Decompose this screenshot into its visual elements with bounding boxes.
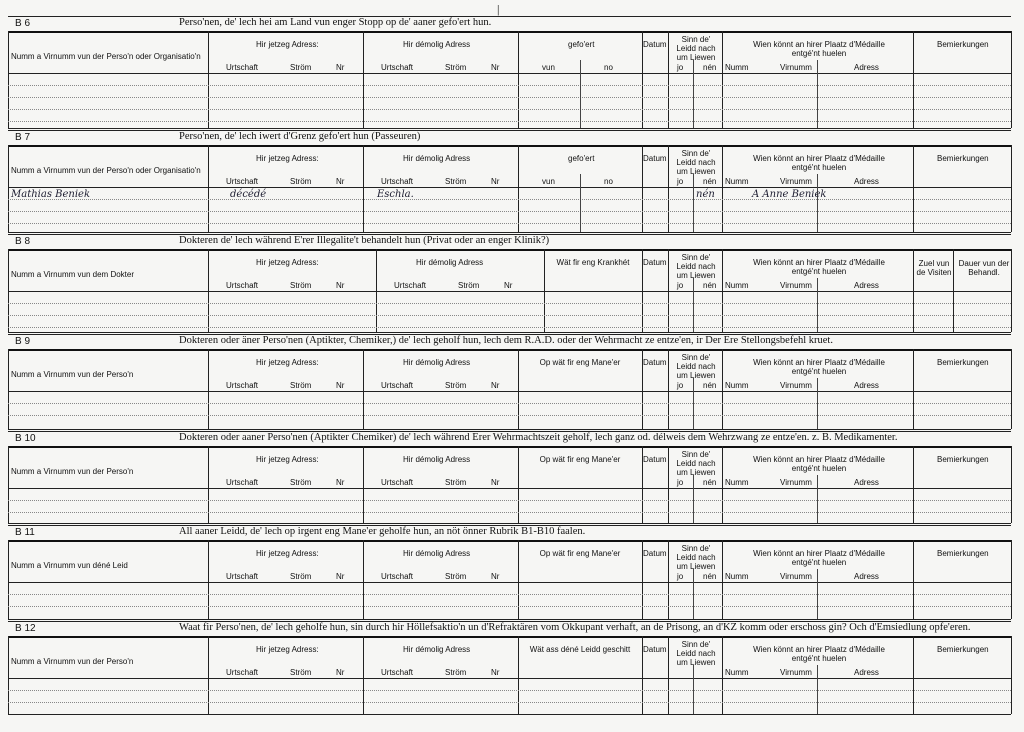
uortschaft-label: Urtschaft — [381, 177, 414, 186]
stross-label: Ström — [290, 63, 312, 72]
section-code: B 10 — [15, 433, 36, 444]
column-divider — [668, 349, 669, 429]
medal-address-label: Adress — [854, 478, 879, 487]
section-code: B 7 — [15, 132, 31, 143]
medal-name-label: Numm — [725, 572, 749, 581]
alive-header: Sinn de' Leidd nach um Liewen — [676, 149, 716, 176]
section-b10 — [8, 431, 1011, 525]
section-b8 — [8, 234, 1011, 334]
subcol-divider — [580, 174, 581, 232]
column-divider — [1011, 249, 1012, 332]
nr-label: Nr — [491, 63, 500, 72]
column-divider — [208, 145, 209, 232]
no-label: nén — [703, 177, 717, 186]
handwritten-medal-name: A Anne Beniek — [752, 189, 827, 200]
column-divider — [208, 540, 209, 619]
section-bottom — [8, 332, 1011, 333]
header-divider — [8, 488, 1011, 489]
remarks-header: Bemierkungen — [937, 358, 989, 367]
nr-label: Nr — [491, 478, 500, 487]
column-divider — [1011, 446, 1012, 523]
col4-header: Op wät fir eng Mane'er — [539, 549, 621, 558]
alive-header: Sinn de' Leidd nach um Liewen — [676, 450, 716, 477]
medal-header: Wien könnt an hirer Plaatz d'Médaille entgé'nt huelen — [753, 455, 885, 473]
header-divider — [8, 291, 1011, 292]
column-divider — [668, 145, 669, 232]
medal-header: Wien könnt an hirer Plaatz d'Médaille entgé'nt huelen — [753, 258, 885, 276]
section-title-bar — [8, 525, 1011, 542]
top-mark: | — [497, 2, 500, 16]
uortschaft-label: Urtschaft — [226, 668, 259, 677]
section-code: B 9 — [15, 336, 31, 347]
nr-label: Nr — [336, 572, 345, 581]
section-title-bar — [8, 621, 1011, 638]
medal-firstname-label: Virnumm — [780, 63, 812, 72]
section-title: Dokteren oder aaner Perso'nen (Aptikter Chemiker) de' lech während Erer Wehrmachtszeit geholf, lech ganz od. délweis dem Wehrzwang ze entze'en. z. B. Medikamenter. — [179, 432, 898, 443]
yes-label: jo — [677, 281, 684, 290]
col4-from-label: vun — [542, 177, 555, 186]
medal-header: Wien könnt an hirer Plaatz d'Médaille entgé'nt huelen — [753, 645, 885, 663]
column-divider — [363, 540, 364, 619]
column-divider — [722, 145, 723, 232]
row-line — [8, 606, 1011, 607]
remarks-header: Bemierkungen — [937, 455, 989, 464]
no-label: nén — [703, 381, 717, 390]
name-column-header: Numm a Virnumm vun der Perso'n — [11, 467, 134, 476]
section-bottom — [8, 714, 1011, 715]
row-line — [8, 85, 1011, 86]
col4-header: gefo'ert — [568, 154, 595, 163]
medal-address-label: Adress — [854, 668, 879, 677]
uortschaft-label: Urtschaft — [226, 478, 259, 487]
subcol-divider — [693, 378, 694, 429]
col4-header: Wät fir eng Krankhét — [556, 258, 630, 267]
section-title-bar — [8, 16, 1011, 33]
datum-header: Datum — [643, 455, 667, 464]
section-title: Perso'nen, de' lech iwert d'Grenz gefo'ert hun (Passeuren) — [179, 131, 421, 142]
yes-label: jo — [677, 381, 684, 390]
uortschaft-label: Urtschaft — [226, 381, 259, 390]
alive-header: Sinn de' Leidd nach um Liewen — [676, 35, 716, 62]
section-b12 — [8, 621, 1011, 716]
medal-name-label: Numm — [725, 668, 749, 677]
row-line — [8, 315, 1011, 316]
nr-label: Nr — [491, 381, 500, 390]
row-line — [8, 121, 1011, 122]
row-line — [8, 512, 1011, 513]
current-address-header: Hir jetzeg Adress: — [256, 549, 319, 558]
yes-label: jo — [677, 63, 684, 72]
stross-label: Ström — [445, 63, 467, 72]
column-divider — [8, 145, 9, 232]
stross-label: Ström — [445, 572, 467, 581]
section-code: B 6 — [15, 18, 31, 29]
column-divider — [518, 540, 519, 619]
column-divider — [913, 540, 914, 619]
row-line — [8, 415, 1011, 416]
name-column-header: Numm a Virnumm vun der Perso'n oder Organisatio'n — [11, 52, 201, 61]
medal-firstname-label: Virnumm — [780, 281, 812, 290]
section-b9 — [8, 334, 1011, 431]
stross-label: Ström — [290, 572, 312, 581]
uortschaft-label: Urtschaft — [381, 572, 414, 581]
nr-label: Nr — [336, 281, 345, 290]
datum-header: Datum — [643, 40, 667, 49]
datum-header: Datum — [643, 645, 667, 654]
handwritten-nen: nén — [696, 189, 715, 200]
name-column-header: Numm a Virnumm vun der Perso'n — [11, 657, 134, 666]
nr-label: Nr — [491, 177, 500, 186]
alive-header: Sinn de' Leidd nach um Liewen — [676, 640, 716, 667]
section-bottom — [8, 429, 1011, 430]
section-bottom — [8, 619, 1011, 620]
section-title: Waat fir Perso'nen, de' lech geholfe hun, sin durch hir Höllefsaktio'n un d'Refraktären vom Okkupant verhaft, an de Prisong, an d'KZ komm oder erschoss gin? Och d'Emsiedlung opfe'eren. — [179, 622, 971, 633]
name-column-header: Numm a Virnumm vun déné Leid — [11, 561, 128, 570]
subcol-divider — [817, 174, 818, 232]
uortschaft-label: Urtschaft — [381, 381, 414, 390]
remarks-header: Bemierkungen — [937, 154, 989, 163]
column-divider — [1011, 145, 1012, 232]
stross-label: Ström — [290, 177, 312, 186]
col4-to-label: no — [604, 63, 613, 72]
row-line — [8, 594, 1011, 595]
section-code: B 8 — [15, 236, 31, 247]
row-line — [8, 109, 1011, 110]
stross-label: Ström — [445, 381, 467, 390]
stross-label: Ström — [458, 281, 480, 290]
current-address-header: Hir jetzeg Adress: — [256, 358, 319, 367]
no-label: nén — [703, 281, 717, 290]
remarks-header: Bemierkungen — [937, 549, 989, 558]
uortschaft-label: Urtschaft — [381, 478, 414, 487]
medal-name-label: Numm — [725, 478, 749, 487]
col4-header: Op wät fir eng Mane'er — [539, 358, 621, 367]
column-divider — [1011, 540, 1012, 619]
current-address-header: Hir jetzeg Adress: — [256, 40, 319, 49]
column-divider — [518, 349, 519, 429]
column-divider — [518, 145, 519, 232]
section-title-bar — [8, 130, 1011, 147]
col4-header: gefo'ert — [568, 40, 595, 49]
section-title: All aaner Leidd, de' lech op irgent eng Mane'er geholfe hun, an nöt önner Rubrik B1-B10 faalen. — [179, 526, 586, 537]
remarks-header: Bemierkungen — [937, 40, 989, 49]
medal-firstname-label: Virnumm — [780, 177, 812, 186]
row-line — [8, 327, 1011, 328]
section-bottom — [8, 128, 1011, 129]
stross-label: Ström — [445, 478, 467, 487]
remarks-header: Bemierkungen — [937, 645, 989, 654]
subcol-divider — [693, 174, 694, 232]
subcol-divider — [817, 569, 818, 619]
row-line — [8, 702, 1011, 703]
nr-label: Nr — [491, 572, 500, 581]
no-label: nén — [703, 572, 717, 581]
subcol-divider — [693, 665, 694, 714]
duration-header: Dauer vun der Behandl. — [958, 259, 1010, 277]
subcol-divider — [817, 378, 818, 429]
uortschaft-label: Urtschaft — [394, 281, 427, 290]
section-bottom — [8, 523, 1011, 524]
subcol-divider — [817, 665, 818, 714]
yes-label: jo — [677, 177, 684, 186]
medal-firstname-label: Virnumm — [780, 572, 812, 581]
uortschaft-label: Urtschaft — [226, 63, 259, 72]
visits-header: Zuel vun de Visiten — [916, 259, 952, 277]
column-divider — [8, 349, 9, 429]
uortschaft-label: Urtschaft — [381, 668, 414, 677]
former-address-header: Hir démolig Adress — [403, 645, 471, 654]
column-divider — [913, 31, 914, 128]
nr-label: Nr — [336, 668, 345, 677]
row-line — [8, 223, 1011, 224]
medal-address-label: Adress — [854, 381, 879, 390]
row-line — [8, 690, 1011, 691]
col4-to-label: no — [604, 177, 613, 186]
section-b6 — [8, 16, 1011, 130]
current-address-header: Hir jetzeg Adress: — [256, 645, 319, 654]
column-divider — [913, 349, 914, 429]
col4-header: Op wät fir eng Mane'er — [539, 455, 621, 464]
column-divider — [8, 31, 9, 128]
nr-label: Nr — [336, 63, 345, 72]
medal-header: Wien könnt an hirer Plaatz d'Médaille entgé'nt huelen — [753, 358, 885, 376]
medal-header: Wien könnt an hirer Plaatz d'Médaille entgé'nt huelen — [753, 40, 885, 58]
medal-firstname-label: Virnumm — [780, 381, 812, 390]
former-address-header: Hir démolig Adress — [403, 455, 471, 464]
current-address-header: Hir jetzeg Adress: — [256, 258, 319, 267]
medal-address-label: Adress — [854, 281, 879, 290]
nr-label: Nr — [491, 668, 500, 677]
former-address-header: Hir démolig Adress — [403, 358, 471, 367]
column-divider — [363, 145, 364, 232]
stross-label: Ström — [290, 281, 312, 290]
yes-label: jo — [677, 572, 684, 581]
former-address-header: Hir démolig Adress — [416, 258, 484, 267]
section-title-bar — [8, 431, 1011, 448]
row-line — [8, 403, 1011, 404]
section-code: B 12 — [15, 623, 36, 634]
header-divider — [8, 582, 1011, 583]
section-bottom — [8, 232, 1011, 233]
handwritten-uortschaft: décédé — [230, 189, 267, 200]
uortschaft-label: Urtschaft — [226, 572, 259, 581]
medal-name-label: Numm — [725, 63, 749, 72]
column-divider — [208, 349, 209, 429]
section-title: Dokteren oder äner Perso'nen (Aptikter, Chemiker,) de' lech geholf hun, lech dem R.A.D. oder der Wehrmacht ze entze'en, ir Der Ere Stellongsbefehl kruet. — [179, 335, 833, 346]
uortschaft-label: Urtschaft — [226, 177, 259, 186]
datum-header: Datum — [643, 258, 667, 267]
section-title: Perso'nen, de' lech hei am Land vun enger Stopp op de' aaner gefo'ert hun. — [179, 17, 492, 28]
column-divider — [668, 31, 669, 128]
stross-label: Ström — [290, 668, 312, 677]
subcol-divider — [693, 569, 694, 619]
name-column-header: Numm a Virnumm vun der Perso'n — [11, 370, 134, 379]
column-divider — [8, 540, 9, 619]
row-line — [8, 211, 1011, 212]
handwritten-old-uortschaft: Eschla. — [377, 189, 414, 200]
no-label: nén — [703, 63, 717, 72]
nr-label: Nr — [336, 478, 345, 487]
medal-address-label: Adress — [854, 572, 879, 581]
subcol-divider — [693, 60, 694, 128]
column-divider — [518, 31, 519, 128]
uortschaft-label: Urtschaft — [226, 281, 259, 290]
row-line — [8, 303, 1011, 304]
row-line — [8, 199, 1011, 200]
medal-address-label: Adress — [854, 177, 879, 186]
nr-label: Nr — [336, 177, 345, 186]
medal-address-label: Adress — [854, 63, 879, 72]
uortschaft-label: Urtschaft — [381, 63, 414, 72]
handwritten-name: Mathias Beniek — [11, 189, 91, 200]
medal-header: Wien könnt an hirer Plaatz d'Médaille entgé'nt huelen — [753, 549, 885, 567]
column-divider — [363, 349, 364, 429]
stross-label: Ström — [445, 668, 467, 677]
column-divider — [208, 31, 209, 128]
header-divider — [8, 678, 1011, 679]
column-divider — [722, 349, 723, 429]
col4-from-label: vun — [542, 63, 555, 72]
column-divider — [722, 31, 723, 128]
column-divider — [363, 31, 364, 128]
current-address-header: Hir jetzeg Adress: — [256, 154, 319, 163]
subcol-divider — [817, 475, 818, 523]
column-divider — [1011, 349, 1012, 429]
column-divider — [1011, 31, 1012, 128]
nr-label: Nr — [336, 381, 345, 390]
section-b11 — [8, 525, 1011, 621]
alive-header: Sinn de' Leidd nach um Liewen — [676, 253, 716, 280]
medal-firstname-label: Virnumm — [780, 478, 812, 487]
former-address-header: Hir démolig Adress — [403, 40, 471, 49]
name-column-header: Numm a Virnumm vun dem Dokter — [11, 270, 134, 279]
header-divider — [8, 73, 1011, 74]
row-line — [8, 97, 1011, 98]
name-column-header: Numm a Virnumm vun der Perso'n oder Organisatio'n — [11, 166, 201, 175]
header-divider — [8, 391, 1011, 392]
stross-label: Ström — [290, 381, 312, 390]
subcol-divider — [817, 60, 818, 128]
section-title-bar — [8, 234, 1011, 251]
datum-header: Datum — [643, 549, 667, 558]
section-title-bar — [8, 334, 1011, 351]
former-address-header: Hir démolig Adress — [403, 549, 471, 558]
stross-label: Ström — [445, 177, 467, 186]
column-divider — [722, 540, 723, 619]
medal-name-label: Numm — [725, 381, 749, 390]
section-title: Dokteren de' lech während E'rer Illegalite't behandelt hun (Privat oder an enger Klinik?) — [179, 235, 550, 246]
column-divider — [668, 540, 669, 619]
alive-header: Sinn de' Leidd nach um Liewen — [676, 544, 716, 571]
section-code: B 11 — [15, 527, 35, 538]
column-divider — [913, 145, 914, 232]
medal-firstname-label: Virnumm — [780, 668, 812, 677]
subcol-divider — [817, 278, 818, 332]
stross-label: Ström — [290, 478, 312, 487]
subcol-divider — [580, 60, 581, 128]
col4-header: Wät ass déné Leidd geschitt — [529, 645, 631, 654]
datum-header: Datum — [643, 154, 667, 163]
column-divider — [1011, 636, 1012, 714]
current-address-header: Hir jetzeg Adress: — [256, 455, 319, 464]
header-divider — [8, 187, 1011, 188]
medal-header: Wien könnt an hirer Plaatz d'Médaille entgé'nt huelen — [753, 154, 885, 172]
medal-name-label: Numm — [725, 281, 749, 290]
alive-header: Sinn de' Leidd nach um Liewen — [676, 353, 716, 380]
nr-label: Nr — [504, 281, 513, 290]
yes-label: jo — [677, 478, 684, 487]
medal-name-label: Numm — [725, 177, 749, 186]
former-address-header: Hir démolig Adress — [403, 154, 471, 163]
subcol-divider — [693, 475, 694, 523]
section-b7 — [8, 130, 1011, 234]
row-line — [8, 500, 1011, 501]
no-label: nén — [703, 478, 717, 487]
datum-header: Datum — [643, 358, 667, 367]
subcol-divider — [693, 278, 694, 332]
